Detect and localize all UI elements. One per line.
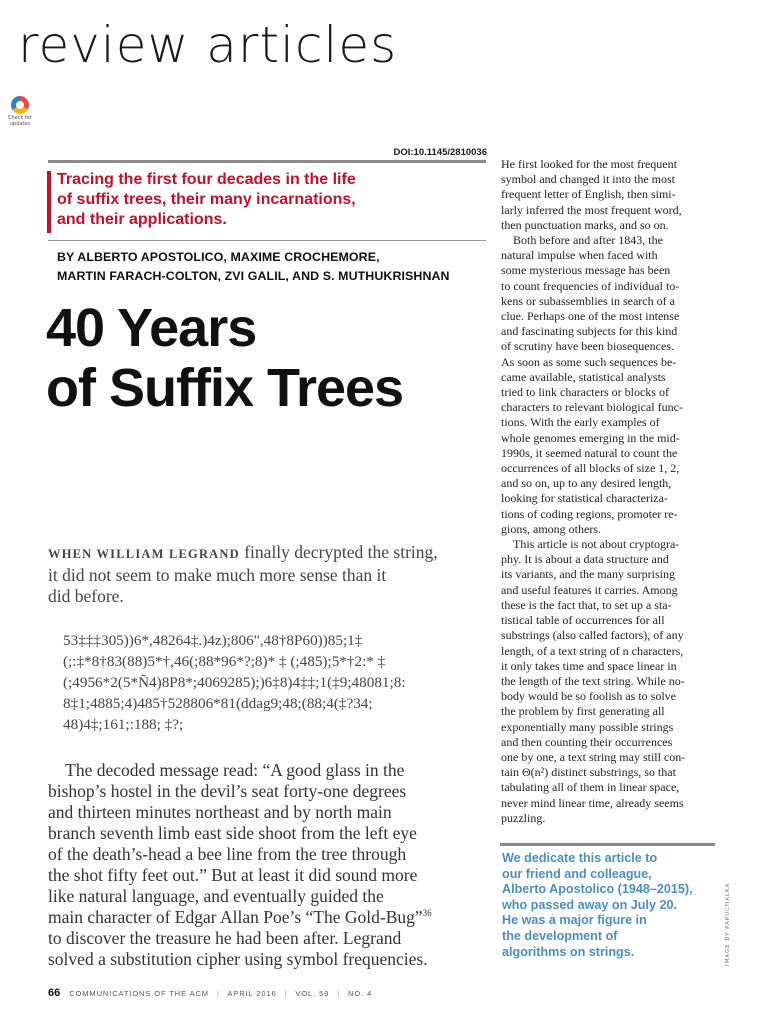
deck-accent-bar <box>47 171 51 233</box>
crossmark-icon <box>11 96 29 114</box>
page-number: 66 <box>48 987 61 999</box>
footer-separator: | <box>284 989 288 998</box>
lead-smallcaps: WHEN WILLIAM LEGRAND <box>48 547 240 561</box>
top-rule <box>48 160 486 163</box>
lead-paragraph: WHEN WILLIAM LEGRAND finally decrypted the string, it did not seem to make much more sense than it did before. <box>48 542 438 606</box>
doi: DOI:10.1145/2810036 <box>393 147 487 158</box>
issue-number: NO. 4 <box>348 989 373 998</box>
journal-name: COMMUNICATIONS OF THE ACM <box>69 989 209 998</box>
body-left-column: The decoded message read: “A good glass in the bishop’s hostel in the devil’s seat forty-one degrees and thirteen minutes northeast and by north main branch seventh limb east side shoot from the left eye of the death’s-head a bee line from the tree through the shot fifty feet out.” But at least it did sound more like natural language, and eventually guided the main character of Edgar Allan Poe’s “The Gold-Bug”$^{36}$ to discover the treasure he had been after. Legrand solved a substitution cipher using symbol frequencies. <box>48 760 432 969</box>
check-updates-label: Check for updates <box>8 115 32 127</box>
byline-rule <box>48 240 486 241</box>
article-title: 40 Years of Suffix Trees <box>46 298 404 418</box>
footer-separator: | <box>337 989 341 998</box>
volume: VOL. 59 <box>295 989 330 998</box>
deck: Tracing the first four decades in the life of suffix trees, their many incarnations, and their applications. <box>57 171 356 228</box>
dedication: We dedicate this article to our friend and colleague, Alberto Apostolico (1948–2015), who passed away on July 20. He was a major figure in the development of algorithms on strings. <box>502 851 693 959</box>
byline: BY ALBERTO APOSTOLICO, MAXIME CROCHEMORE, MARTIN FARACH-COLTON, ZVI GALIL, AND S. MUTHUKRISHNAN <box>57 250 450 283</box>
check-for-updates-badge[interactable] <box>8 96 32 127</box>
page-footer <box>48 987 372 999</box>
body-right-column: He first looked for the most frequent symbol and changed it into the most frequent letter of English, then simi- larly inferred the most frequent word, then punctuation marks, and so on. Both before and after 1843, the natural impulse when faced with some mysterious message has been to count frequencies of individual to- kens or subassemblies in search of a clue. Perhaps one of the most intense and fascinating subjects for this kind of scrutiny have been biosequences. As soon as some such sequences be- came available, statistical analysts tried to link characters or blocks of characters to relevant biological func- tions. With the early examples of whole genomes emerging in the mid- 1990s, it seemed natural to count the occurrences of all blocks of size 1, 2, and so on, up to any desired length, looking for statistical characteriza- tions of coding regions, promoter re- gions, among others. This article is not about cryptogra- phy. It is about a data structure and its variants, and the many surprising and useful features it carries. Among these is the fact that, to set up a sta- tistical table of occurrences for all substrings (also called factors), of any length, of a text string of n characters, it only takes time and space linear in the length of the text string. While no- body would be so foolish as to solve the problem by first generating all exponentially many possible strings and then counting their occurrences one by one, a text string may still con- tain Θ(n²) distinct substrings, so that tabulating all of them in linear space, never mind linear time, already seems puzzling. <box>501 157 686 825</box>
dedication-rule <box>500 843 715 846</box>
footer-separator: | <box>216 989 220 998</box>
cipher-text: 53‡‡‡305))6*,48264‡.)4z);806",48†8P60))85;1‡ (;:‡*8†83(88)5*†,46(;88*96*?;8)* ‡ (;485);5*†2:* ‡ (;4956*2(5*Ñ4)8P8*;4069285);)6‡8)4‡‡;1(‡9;48081;8: 8‡1;4885;4)485†528806*81(ddag9;48;(88;4(‡?34; 48)4‡;161;:188; ‡?; <box>63 632 406 733</box>
reference-superscript[interactable]: 36 <box>422 908 432 919</box>
section-title: review articles <box>18 16 398 74</box>
image-credit: IMAGE BY PAPUCHALKA <box>725 882 731 966</box>
issue-date: APRIL 2016 <box>227 989 277 998</box>
